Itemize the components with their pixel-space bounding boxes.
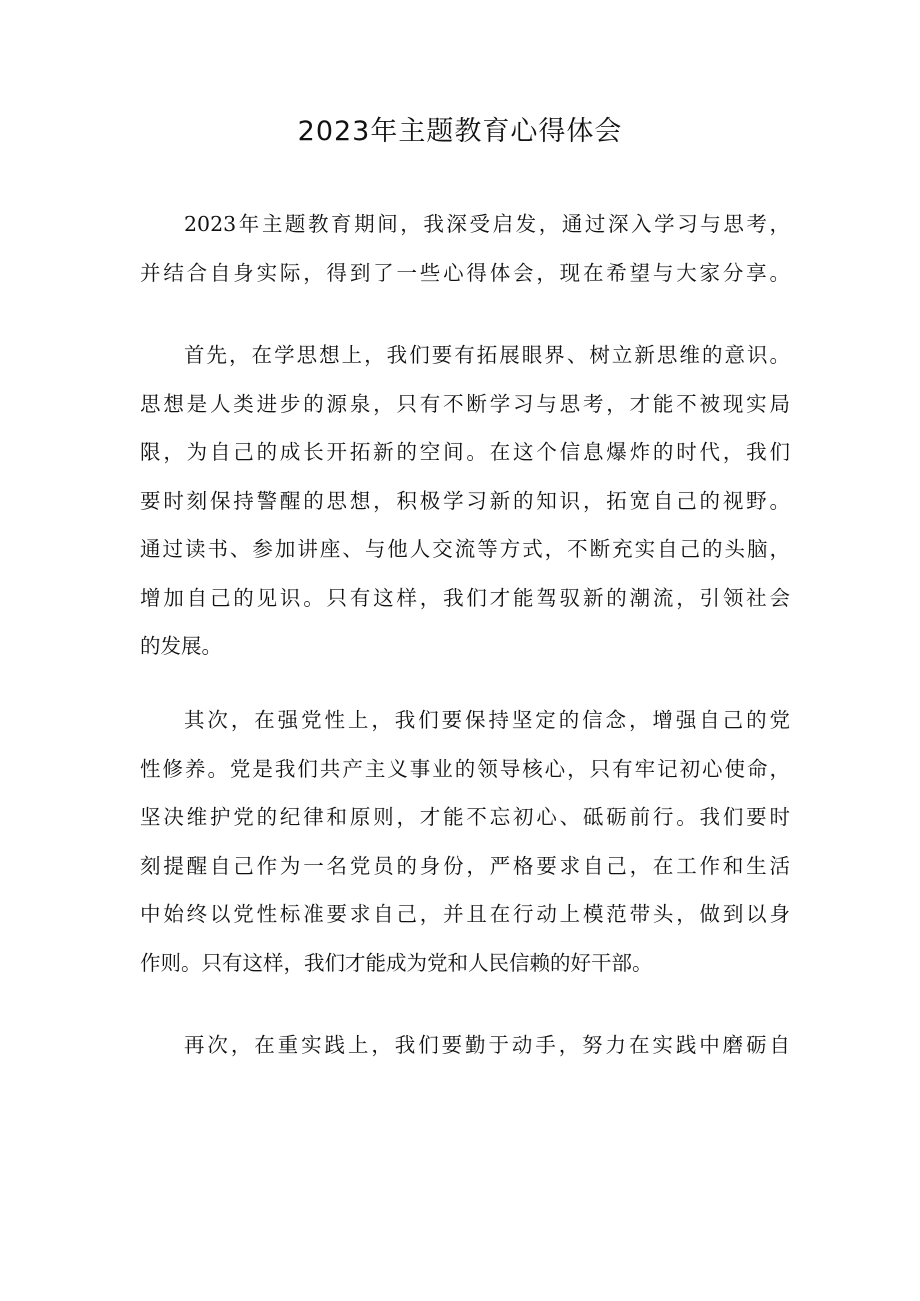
paragraph-line: 并结合自身实际，得到了一些心得体会，现在希望与大家分享。 xyxy=(140,260,790,285)
paragraph-line: 首先，在学思想上，我们要有拓展眼界、树立新思维的意识。 xyxy=(184,343,790,367)
paragraph-line: 再次，在重实践上，我们要勤于动手，努力在实践中磨砺自 xyxy=(184,1033,790,1057)
paragraph-line: 坚决维护党的纪律和原则，才能不忘初心、砥砺前行。我们要时 xyxy=(140,805,790,829)
paragraph-line: 通过读书、参加讲座、与他人交流等方式，不断充实自己的头脑， xyxy=(140,537,790,561)
paragraph-practice xyxy=(140,1021,790,1070)
paragraph-line: 增加自己的见识。只有这样，我们才能驾驭新的潮流，引领社会 xyxy=(140,585,790,610)
paragraph-line: 作则。只有这样，我们才能成为党和人民信赖的好干部。 xyxy=(140,950,653,975)
paragraph-line: 的发展。 xyxy=(140,634,222,658)
paragraph-line: 思想是人类进步的源泉，只有不断学习与思考，才能不被现实局 xyxy=(140,391,790,416)
paragraph-line: 其次，在强党性上，我们要保持坚定的信念，增强自己的党 xyxy=(184,708,790,732)
paragraph-thought xyxy=(140,331,790,671)
paragraph-line: 要时刻保持警醒的思想，积极学习新的知识，拓宽自己的视野。 xyxy=(140,488,790,513)
paragraph-line: 性修养。党是我们共产主义事业的领导核心，只有牢记初心使命， xyxy=(140,756,790,781)
paragraph-party xyxy=(140,696,790,987)
paragraph-line: 2023年主题教育期间，我深受启发，通过深入学习与思考， xyxy=(184,212,790,236)
paragraph-intro xyxy=(140,200,790,297)
paragraph-line: 限，为自己的成长开拓新的空间。在这个信息爆炸的时代，我们 xyxy=(140,440,790,464)
document-title: 2023年主题教育心得体会 xyxy=(297,116,623,147)
paragraph-line: 刻提醒自己作为一名党员的身份，严格要求自己，在工作和生活 xyxy=(140,853,790,878)
paragraph-line: 中始终以党性标准要求自己，并且在行动上模范带头，做到以身 xyxy=(140,902,790,926)
